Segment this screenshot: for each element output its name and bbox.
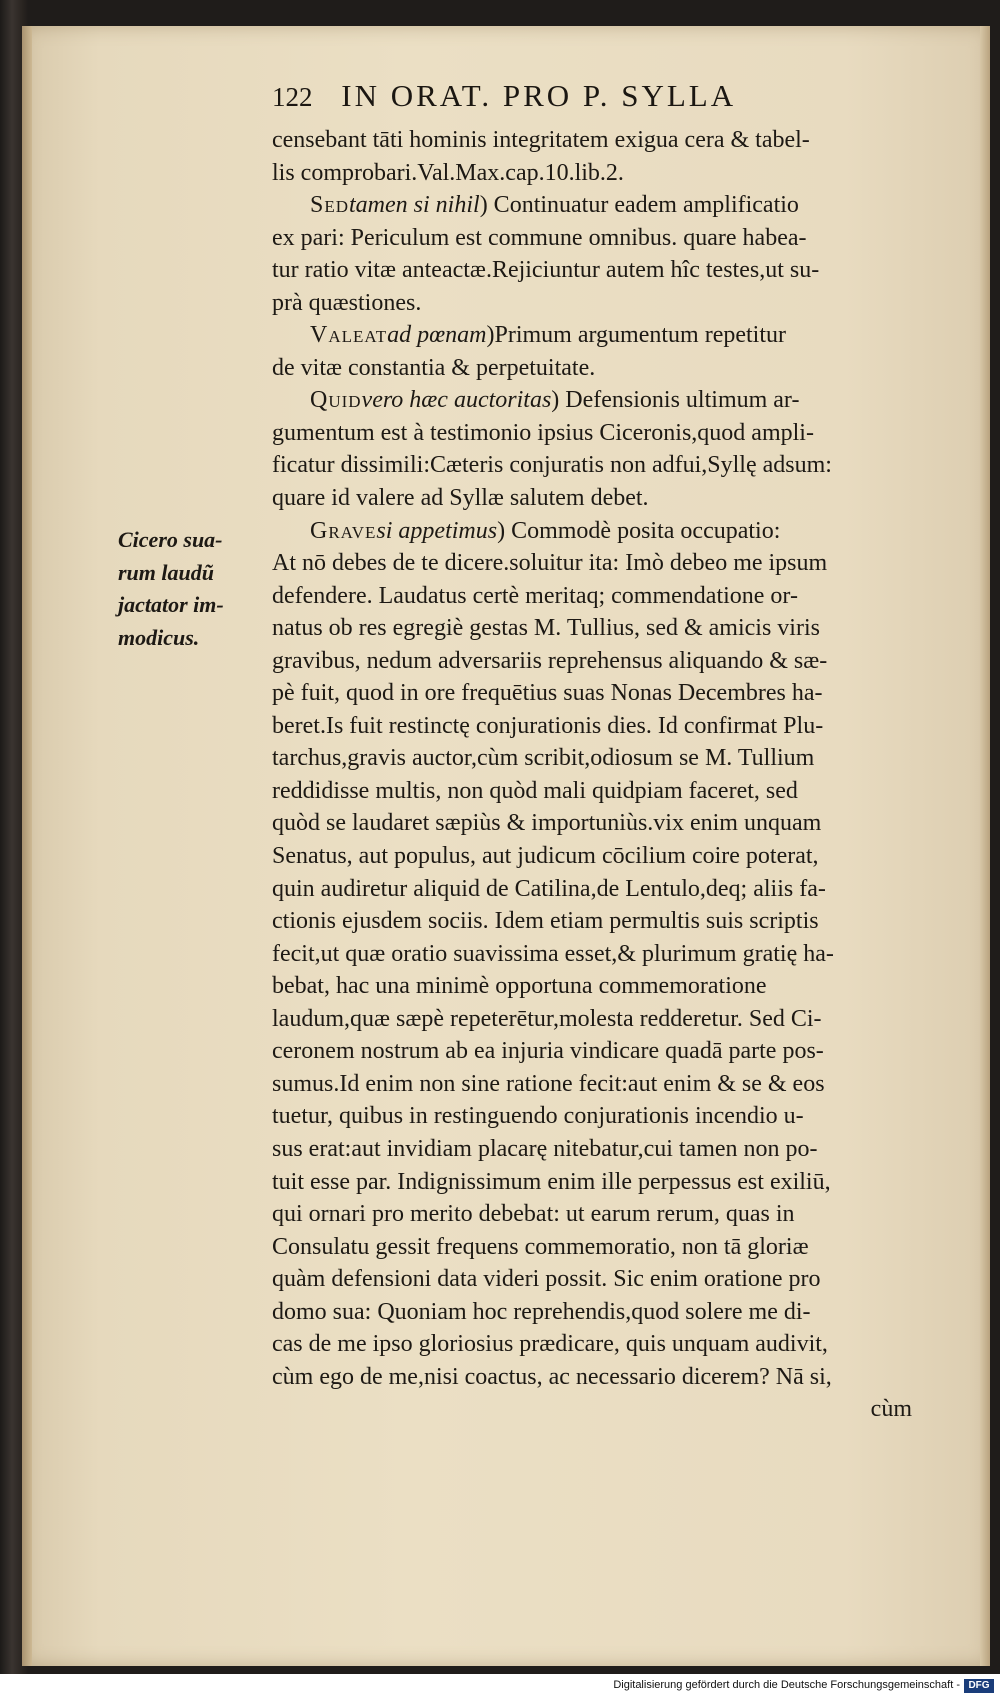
line-text: quin audiretur aliquid de Catilina,de Lentulo,deq; aliis fa- xyxy=(272,875,826,902)
line-text: At nō debes de te dicere.soluitur ita: Imò debeo me ipsum xyxy=(272,550,828,577)
line-text: lis comprobari.Val.Max.cap.10.lib.2. xyxy=(272,159,624,186)
line-text: ex pari: Periculum est commune omnibus. quare habea- xyxy=(272,224,807,251)
page-number: 122 xyxy=(272,82,313,112)
lemma-lead-word: Valeat xyxy=(310,322,388,349)
text-line xyxy=(272,873,912,906)
text-line xyxy=(272,1263,912,1296)
text-line xyxy=(272,1003,912,1036)
text-line xyxy=(272,612,912,645)
text-line xyxy=(272,515,912,548)
text-line xyxy=(272,352,912,385)
text-line xyxy=(272,254,912,287)
line-text: ) Defensionis ultimum ar- xyxy=(551,387,800,414)
text-line xyxy=(272,449,912,482)
text-line xyxy=(272,1296,912,1329)
running-head xyxy=(272,78,872,118)
line-text: defendere. Laudatus certè meritaq; commendatione or- xyxy=(272,582,798,609)
marginal-note-line: modicus. xyxy=(118,624,200,650)
text-line xyxy=(272,287,912,320)
lemma-citation: ad pœnam xyxy=(387,322,487,349)
text-line xyxy=(272,1198,912,1231)
line-text: prà quæstiones. xyxy=(272,289,422,316)
text-line xyxy=(272,677,912,710)
line-text: quòd se laudaret sæpiùs & importuniùs.vix enim unquam xyxy=(272,810,822,837)
line-text: )Primum argumentum repetitur xyxy=(486,322,786,349)
line-text: tuetur, quibus in restinguendo conjurationis incendio u- xyxy=(272,1103,804,1130)
line-text: ceronem nostrum ab ea injuria vindicare quadā parte pos- xyxy=(272,1038,824,1065)
lemma-citation: tamen si nihil xyxy=(349,192,480,219)
text-line xyxy=(272,1328,912,1361)
line-text: Consulatu gessit frequens commemoratio, non tā gloriæ xyxy=(272,1233,809,1260)
text-line xyxy=(272,775,912,808)
text-line xyxy=(272,840,912,873)
lemma-lead-word: Quid xyxy=(310,387,362,414)
text-line xyxy=(272,742,912,775)
lemma-lead-word: Sed xyxy=(310,192,350,219)
line-text: Senatus, aut populus, aut judicum cōcilium coire poterat, xyxy=(272,843,819,870)
line-text: tuit esse par. Indignissimum enim ille perpessus est exiliū, xyxy=(272,1168,831,1195)
line-text: qui ornari pro merito debebat: ut earum rerum, quas in xyxy=(272,1201,795,1228)
text-line xyxy=(272,1133,912,1166)
text-line xyxy=(272,319,912,352)
lemma-lead-word: Grave xyxy=(310,517,377,544)
page-gutter-shadow xyxy=(22,26,32,1666)
marginal-note-line: Cicero sua- xyxy=(118,527,223,552)
line-text: reddidisse multis, non quòd mali quidpiam faceret, sed xyxy=(272,777,798,804)
digitization-footer xyxy=(0,1674,1000,1699)
line-text: de vitæ constantia & perpetuitate. xyxy=(272,354,596,381)
line-text: gumentum est à testimonio ipsius Ciceronis,quod ampli- xyxy=(272,419,814,446)
catchword: cùm xyxy=(870,1396,912,1423)
line-text: beret.Is fuit restinctę conjurationis dies. Id confirmat Plu- xyxy=(272,712,824,739)
footer-credit: Digitalisierung gefördert durch die Deutsche Forschungsgemeinschaft - xyxy=(613,1679,960,1691)
text-line xyxy=(272,189,912,222)
page-edge xyxy=(980,26,990,1666)
text-line xyxy=(272,1035,912,1068)
text-line xyxy=(272,222,912,255)
line-text: tarchus,gravis auctor,cùm scribit,odiosum se M. Tullium xyxy=(272,745,815,772)
text-line xyxy=(272,1100,912,1133)
line-text: ) Commodè posita occupatio: xyxy=(497,517,781,544)
text-line xyxy=(272,482,912,515)
line-text: fecit,ut quæ oratio suavissima esset,& plurimum gratię ha- xyxy=(272,940,834,967)
line-text: cùm ego de me,nisi coactus, ac necessario dicerem? Nā si, xyxy=(272,1363,832,1390)
line-text: tur ratio vitæ anteactæ.Rejiciuntur autem hîc testes,ut su- xyxy=(272,257,820,284)
text-line xyxy=(272,1166,912,1199)
marginal-note xyxy=(118,524,268,654)
line-text: ) Continuatur eadem amplificatio xyxy=(479,192,799,219)
text-line xyxy=(272,417,912,450)
text-line xyxy=(272,580,912,613)
text-line xyxy=(272,938,912,971)
text-line xyxy=(272,645,912,678)
line-text: sus erat:aut invidiam placarę nitebatur,cui tamen non po- xyxy=(272,1135,818,1162)
line-text: cas de me ipso gloriosius prædicare, quis unquam audivit, xyxy=(272,1331,828,1358)
line-text: domo sua: Quoniam hoc reprehendis,quod solere me di- xyxy=(272,1298,811,1325)
text-line xyxy=(272,124,912,157)
text-line xyxy=(272,1231,912,1264)
line-text: gravibus, nedum adversariis reprehensus aliquando & sæ- xyxy=(272,647,828,674)
lemma-citation: vero hæc auctoritas xyxy=(361,387,552,414)
text-line xyxy=(272,547,912,580)
running-head-title: IN ORAT. PRO P. SYLLA xyxy=(341,78,737,113)
line-text: natus ob res egregiè gestas M. Tullius, sed & amicis viris xyxy=(272,615,820,642)
body-text xyxy=(272,124,912,1426)
marginal-note-line: jactator im- xyxy=(118,592,224,617)
line-text: quàm defensioni data videri possit. Sic enim oratione pro xyxy=(272,1266,821,1293)
text-line xyxy=(272,157,912,190)
line-text: censebant tāti hominis integritatem exigua cera & tabel- xyxy=(272,127,810,153)
line-text: pè fuit, quod in ore frequētius suas Nonas Decembres ha- xyxy=(272,680,823,707)
line-text: laudum,quæ sæpè repeterētur,molesta redderetur. Sed Ci- xyxy=(272,1005,822,1032)
dfg-logo: DFG xyxy=(964,1679,994,1693)
text-line xyxy=(272,710,912,743)
marginal-note-line: rum laudũ xyxy=(118,559,214,585)
text-line xyxy=(272,384,912,417)
text-line xyxy=(272,1068,912,1101)
text-line xyxy=(272,807,912,840)
line-text: ficatur dissimili:Cæteris conjuratis non adfui,Syllę adsum: xyxy=(272,452,832,479)
text-line xyxy=(272,1361,912,1394)
text-line xyxy=(272,905,912,938)
lemma-citation: si appetimus xyxy=(376,517,498,544)
line-text: ctionis ejusdem sociis. Idem etiam permultis suis scriptis xyxy=(272,908,819,935)
line-text: quare id valere ad Syllæ salutem debet. xyxy=(272,485,649,512)
text-line xyxy=(272,970,912,1003)
line-text: sumus.Id enim non sine ratione fecit:aut enim & se & eos xyxy=(272,1070,825,1097)
line-text: bebat, hac una minimè opportuna commemoratione xyxy=(272,973,767,1000)
